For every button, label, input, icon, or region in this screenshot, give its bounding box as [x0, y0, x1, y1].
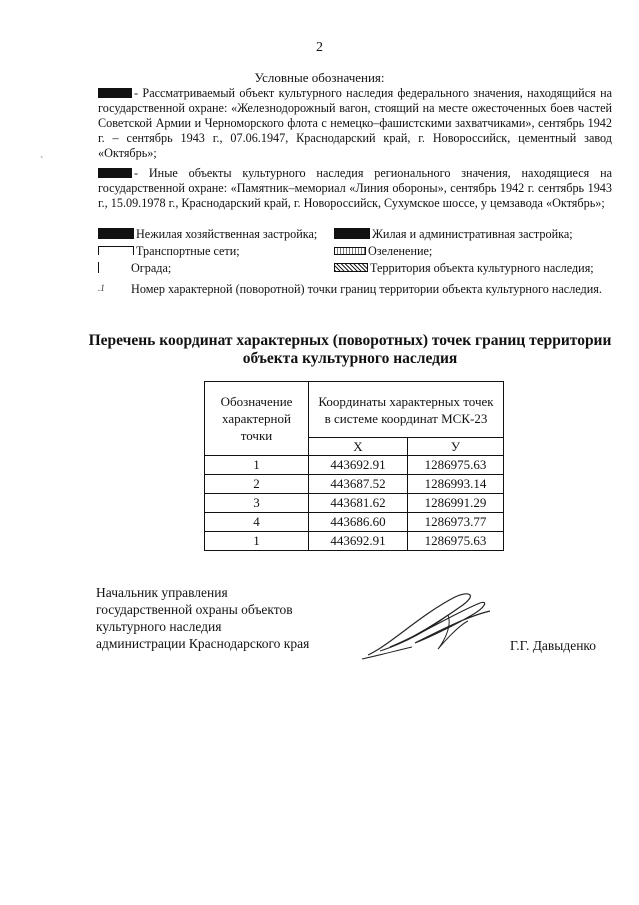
fence-swatch-icon — [98, 262, 113, 273]
point-number-mark-icon: .1 — [98, 283, 105, 293]
legend-title: Условные обозначения: — [254, 70, 385, 85]
legend-federal-text: Рассматриваемый объект культурного наследия федерального значения, находящийся на государственной охране: «Железнодорожный вагон, стоящий на месте ожесточенных боев частей Советской Армии и Черноморского флота с немецко–фашистскими захватчиками», сентябрь 1942 г. – сентябрь 1943 г., 07.06.1947, Краснодарский край, г. Новороссийск, цементный завод «Октябрь»; — [98, 86, 612, 160]
y-cell: 1286993.14 — [408, 475, 504, 494]
y-cell: 1286973.77 — [408, 513, 504, 532]
point-cell: 3 — [205, 494, 309, 513]
y-cell: 1286991.29 — [408, 494, 504, 513]
legend-item-greenery — [334, 244, 432, 259]
legend-federal-object — [98, 86, 612, 161]
legend-item-label: Номер характерной (поворотной) точки границ территории объекта культурного наследия. — [131, 282, 602, 296]
table-row — [205, 513, 504, 532]
federal-object-swatch-icon — [98, 88, 132, 98]
legend-item-label: Озеленение; — [368, 244, 433, 258]
greenery-swatch-icon — [334, 247, 366, 255]
legend-item-nonresidential — [98, 227, 317, 242]
x-cell: 443692.91 — [309, 456, 408, 475]
page-number: 2 — [316, 40, 323, 55]
legend-item-transport — [98, 244, 240, 259]
legend-regional-text: Иные объекты культурного наследия регионального значения, находящиеся на государственной охране: «Памятник–мемориал «Линия обороны», сентябрь 1942 г. сентябрь 1943 г., 15.09.1978 г., Краснодарский край, г. Новороссийск, Сухумское шоссе, у цемзавода «Октябрь»; — [98, 166, 613, 210]
heading-line-2: объекта культурного наследия — [242, 350, 458, 367]
point-cell: 1 — [205, 456, 309, 475]
x-cell: 443692.91 — [309, 532, 408, 551]
table-row — [205, 475, 504, 494]
signatory-name: Г.Г. Давыденко — [510, 638, 597, 653]
coordinate-system-header: Координаты характерных точек в системе координат МСК-23 — [309, 382, 504, 438]
table-row — [205, 456, 504, 475]
legend-item-label: Территория объекта культурного наследия; — [370, 261, 594, 275]
signatory-line-2: государственной охраны объектов — [96, 602, 293, 617]
y-column-header: У — [408, 438, 504, 456]
table-row — [205, 494, 504, 513]
signatory-line-3: культурного наследия — [96, 619, 222, 634]
handwritten-signature-icon — [360, 585, 500, 665]
point-cell: 4 — [205, 513, 309, 532]
legend-regional-objects — [98, 166, 612, 211]
point-cell: 2 — [205, 475, 309, 494]
x-cell: 443686.60 — [309, 513, 408, 532]
legend-item-territory — [334, 261, 594, 276]
nonresidential-swatch-icon — [98, 228, 134, 239]
legend-dash: - — [134, 166, 139, 180]
legend-dash: - — [134, 86, 139, 100]
legend-item-label: Жилая и административная застройка; — [372, 227, 573, 241]
point-designation-header: Обозначение характерной точки — [205, 382, 309, 456]
legend-item-label: Транспортные сети; — [136, 244, 240, 258]
legend-item-fence — [98, 261, 171, 276]
table-row — [205, 532, 504, 551]
territory-swatch-icon — [334, 263, 368, 272]
point-cell: 1 — [205, 532, 309, 551]
y-cell: 1286975.63 — [408, 532, 504, 551]
x-column-header: X — [309, 438, 408, 456]
signatory-line-4: администрации Краснодарского края — [96, 636, 310, 651]
regional-object-swatch-icon — [98, 168, 132, 178]
x-cell: 443687.52 — [309, 475, 408, 494]
y-cell: 1286975.63 — [408, 456, 504, 475]
x-cell: 443681.62 — [309, 494, 408, 513]
legend-item-label: Нежилая хозяйственная застройка; — [136, 227, 318, 241]
residential-swatch-icon — [334, 228, 370, 239]
transport-swatch-icon — [98, 246, 134, 255]
signatory-position — [96, 584, 309, 652]
legend-item-point-number — [98, 281, 612, 297]
margin-mark: ` — [40, 156, 44, 167]
signatory-line-1: Начальник управления — [96, 585, 228, 600]
coordinates-heading — [60, 332, 639, 368]
heading-line-1: Перечень координат характерных (поворотных) точек границ территории — [88, 332, 612, 349]
legend-item-residential — [334, 227, 573, 242]
legend-item-label: Ограда; — [131, 261, 172, 275]
coordinates-table — [204, 381, 504, 551]
